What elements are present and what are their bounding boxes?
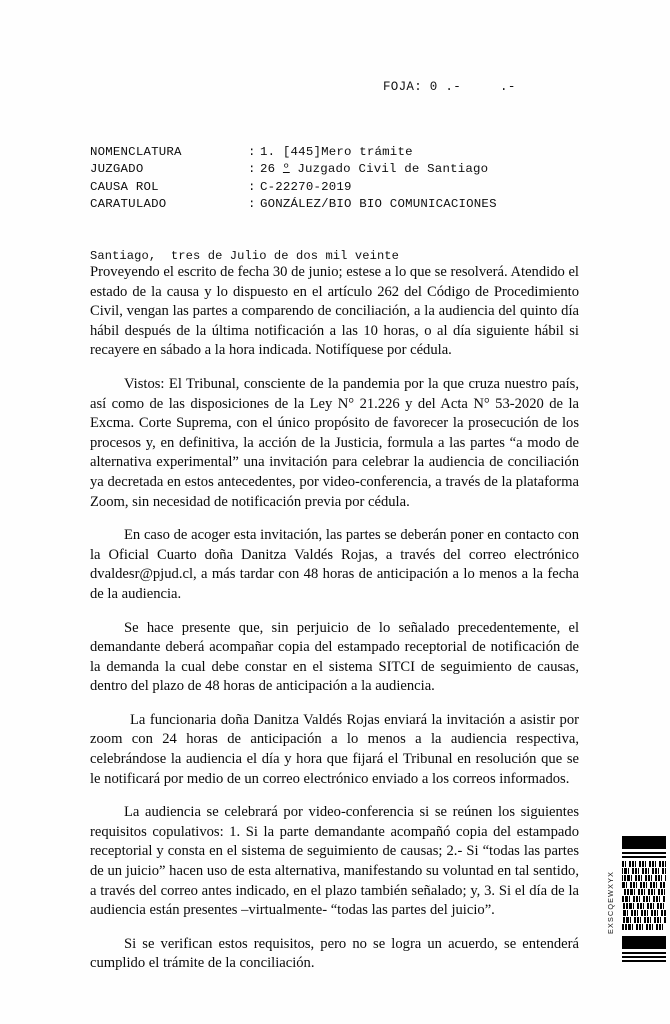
document-body: [90, 263, 579, 974]
foja-line: FOJA: 0 .- .-: [383, 80, 516, 94]
barcode-rule-3: [622, 952, 666, 954]
paragraph-requisitos-copulativos: La audiencia se celebrará por video-conferencia si se reúnen los siguientes requisitos copulativos: 1. Si la parte demandante acompañó copia del estampado receptorial y consta en el sistema de seguimiento de causas; 2.- Si “todas las partes de un juicio” hacen uso de esta alternativa, manifestando su voluntad en tal sentido, a través del correo antes indicado, en el plazo también señalado; y, 3. Si el día de la audiencia están presentes –virtualmente- “todas las partes del juicio”.: [90, 804, 579, 919]
barcode-row: [622, 910, 666, 916]
metadata-colon-nomenclatura: :: [248, 145, 256, 159]
dateline: Santiago, tres de Julio de dos mil veinte: [90, 249, 400, 263]
barcode-row: [622, 882, 666, 888]
metadata-value-caratulado: GONZÁLEZ/BIO BIO COMUNICACIONES: [260, 197, 497, 212]
ordinal-marker-icon: º: [282, 163, 290, 176]
barcode-row: [622, 903, 666, 909]
barcode-rule-5: [622, 960, 666, 962]
barcode-image: [622, 832, 666, 972]
paragraph-estampado-receptorial: Se hace presente que, sin perjuicio de lo señalado precedentemente, el demandante deberá acompañar copia del estampado receptorial de notificación de la demanda la cual debe constar en el sistema SITCI de seguimiento de causas, dentro del plazo de 48 horas de anticipación a la audiencia.: [90, 619, 579, 695]
barcode-row: [622, 861, 666, 867]
metadata-label-nomenclatura: NOMENCLATURA: [90, 145, 182, 159]
paragraph-funcionaria-invitacion: La funcionaria doña Danitza Valdés Rojas enviará la invitación a asistir por zoom con 24 horas de anticipación a lo menos a la audiencia respectiva, celebrándose la audiencia el día y hora que fijará el Tribunal en resolución que se le notificará por medio de un correo electrónico enviado a los correos informados.: [90, 711, 579, 787]
barcode-label-text: EXSCQEWXYX: [606, 870, 615, 934]
metadata-value-nomenclatura: 1. [445]Mero trámite: [260, 145, 413, 159]
metadata-row-juzgado: [90, 161, 580, 178]
barcode-row: [622, 889, 666, 895]
juzgado-name: Juzgado Civil de Santiago: [289, 162, 489, 177]
metadata-label-caratulado: CARATULADO: [90, 197, 167, 212]
metadata-colon-caratulado: :: [248, 197, 256, 212]
metadata-row-causa-rol: [90, 179, 580, 196]
paragraph-proveyendo: Proveyendo el escrito de fecha 30 de junio; estese a lo que se resolverá. Atendido el estado de la causa y lo dispuesto en el artículo 262 del Código de Procedimiento Civil, vengan las partes a comparendo de conciliación, a la audiencia del quinto día hábil después de la última notificación a las 10 horas, o al día siguiente hábil si recayere en sábado a la hora indicada. Notifíquese por cédula.: [90, 264, 579, 359]
metadata-colon-juzgado: :: [248, 162, 256, 177]
case-metadata-block: [90, 144, 580, 214]
barcode-row: [622, 924, 666, 930]
metadata-row-caratulado: [90, 196, 580, 213]
barcode-rule-2: [622, 856, 666, 858]
barcode-band-top: [622, 836, 666, 849]
barcode-band-bottom: [622, 936, 666, 949]
paragraph-conclusion: Si se verifican estos requisitos, pero no se logra un acuerdo, se entenderá cumplido el trámite de la conciliación.: [90, 935, 579, 972]
metadata-row-nomenclatura: [90, 144, 580, 161]
paragraph-contacto: En caso de acoger esta invitación, las partes se deberán poner en contacto con la Oficial Cuarto doña Danitza Valdés Rojas, a través del correo electrónico dvaldesr@pjud.cl, a más tardar con 48 horas de anticipación a lo menos a la fecha de la audiencia.: [90, 527, 579, 602]
metadata-value-causa-rol: C-22270-2019: [260, 179, 352, 194]
metadata-colon-causa-rol: :: [248, 179, 256, 194]
paragraph-vistos: Vistos: El Tribunal, consciente de la pandemia por la que cruza nuestro país, así como de las disposiciones de la Ley N° 21.226 y del Acta N° 53-2020 de la Excma. Corte Suprema, con el único propósito de favorecer la prosecución de los procesos y, en definitiva, la acción de la Justicia, formula a las partes “a modo de alternativa experimental” una invitación para celebrar la audiencia de conciliación ya decretada en estos antecedentes, por video-conferencia, a través de la plataforma Zoom, sin necesidad de notificación previa por cédula.: [90, 375, 579, 510]
barcode-row: [622, 875, 666, 881]
metadata-value-juzgado: [260, 161, 580, 178]
metadata-label-juzgado: JUZGADO: [90, 162, 144, 177]
barcode-rule-4: [622, 956, 666, 958]
barcode-rule-1: [622, 852, 666, 854]
barcode-row: [622, 896, 666, 902]
barcode-row: [622, 868, 666, 874]
barcode-block: [604, 832, 666, 972]
barcode-data-matrix: [622, 861, 666, 933]
barcode-row: [622, 917, 666, 923]
juzgado-number: 26: [260, 162, 283, 177]
metadata-label-causa-rol: CAUSA ROL: [90, 179, 159, 194]
